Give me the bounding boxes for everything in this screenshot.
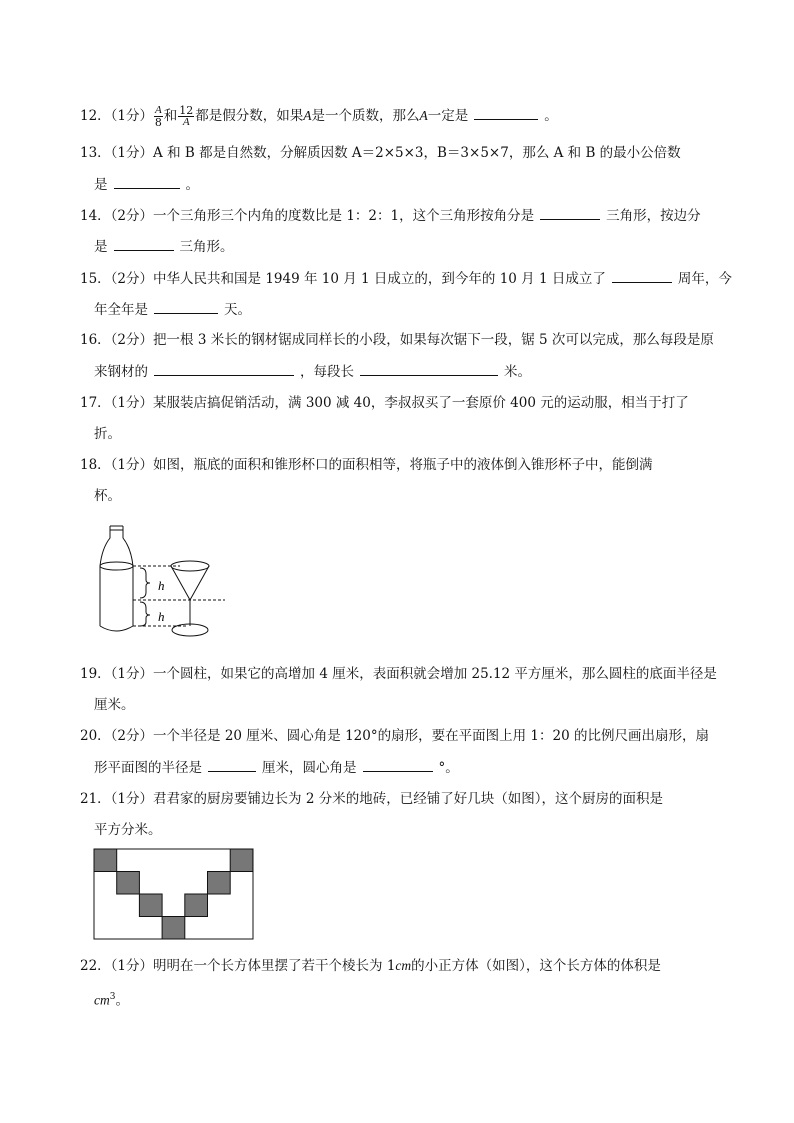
- question-22-line2: $cm^3$。: [94, 992, 129, 1009]
- answer-blank[interactable]: [360, 361, 498, 376]
- question-21: 21．（1分）君君家的厨房要铺边长为 2 分米的地砖，已经铺了好几块（如图），这个厨房的面积是: [80, 791, 663, 807]
- bottle-liquid-top: [100, 562, 133, 570]
- question-16: 16．（2分）把一根 3 米长的钢材锯成同样长的小段，如果每次锯下一段，锯 5 次可以完成，那么每段是原: [80, 332, 714, 348]
- bottle-and-cone-figure: [90, 518, 240, 648]
- tile: [208, 872, 231, 895]
- question-16-line2: 来钢材的 ，每段长 米。: [94, 361, 531, 382]
- tile: [162, 917, 185, 940]
- answer-blank[interactable]: [154, 299, 218, 314]
- question-12: 12．（1分） $\frac{A}{8}$ 和 $\frac{12}{A}$ 都是假分数，如果A是一个质数，那么A一定是 。: [80, 104, 558, 129]
- answer-blank[interactable]: [540, 205, 600, 220]
- fraction-a-over-8: $\frac{A}{8}$: [154, 104, 162, 129]
- tile: [94, 849, 117, 872]
- question-13-line2: 是 。: [94, 174, 199, 195]
- fraction-12-over-a: $\frac{12}{A}$: [179, 104, 194, 128]
- height-label-h-upper: h: [158, 578, 165, 593]
- tile: [117, 872, 140, 895]
- answer-blank[interactable]: [208, 757, 256, 772]
- cone-rim: [171, 561, 209, 571]
- bottle-bottom: [100, 626, 133, 631]
- question-15-line2: 年全年是 天。: [94, 299, 251, 320]
- question-14: 14．（2分）一个三角形三个内角的度数比是 1：2：1，这个三角形按角分是 三角形，按边分: [80, 205, 720, 226]
- question-19-line2: 厘米。: [94, 697, 135, 713]
- answer-blank[interactable]: [154, 361, 294, 376]
- tile: [185, 894, 208, 917]
- question-20-line2: 形平面图的半径是 厘米，圆心角是 °。: [94, 757, 459, 778]
- bottle-right-outline: [123, 526, 133, 626]
- question-13: 13．（1分）A 和 B 都是自然数，分解质因数 A＝2×5×3，B＝3×5×7，那么 A 和 B 的最小公倍数: [80, 145, 681, 161]
- question-18: 18．（1分）如图，瓶底的面积和锥形杯口的面积相等，将瓶子中的液体倒入锥形杯子中，能倒满: [80, 457, 653, 473]
- question-18-line2: 杯。: [94, 488, 121, 504]
- question-17: 17．（1分）某服装店搞促销活动，满 300 减 40，李叔叔买了一套原价 400 元的运动服，相当于打了: [80, 395, 689, 411]
- answer-blank[interactable]: [114, 174, 180, 189]
- answer-blank[interactable]: [363, 757, 433, 772]
- tile: [139, 894, 162, 917]
- q12-number: 12．（1分）: [80, 108, 154, 124]
- tile: [230, 849, 253, 872]
- question-14-line2: 是 三角形。: [94, 236, 234, 257]
- answer-blank[interactable]: [612, 268, 672, 283]
- question-19: 19．（1分）一个圆柱，如果它的高增加 4 厘米，表面积就会增加 25.12 平方厘米，那么圆柱的底面半径是: [80, 666, 717, 682]
- answer-blank[interactable]: [474, 105, 538, 120]
- question-20: 20．（2分）一个半径是 20 厘米、圆心角是 120°的扇形，要在平面图上用 1：20 的比例尺画出扇形，扇: [80, 728, 709, 744]
- kitchen-tiles-figure: [93, 848, 255, 942]
- bottle-left-outline: [100, 526, 110, 626]
- answer-blank[interactable]: [114, 236, 174, 251]
- question-15: 15．（2分）中华人民共和国是 1949 年 10 月 1 日成立的，到今年的 10 月 1 日成立了 周年，今: [80, 268, 720, 289]
- question-21-line2: 平方分米。: [94, 822, 162, 838]
- question-17-line2: 折。: [94, 426, 121, 442]
- question-22: 22．（1分）明明在一个长方体里摆了若干个棱长为 1cm的小正方体（如图），这个长方体的体积是: [80, 958, 661, 974]
- height-label-h-lower: h: [158, 609, 165, 624]
